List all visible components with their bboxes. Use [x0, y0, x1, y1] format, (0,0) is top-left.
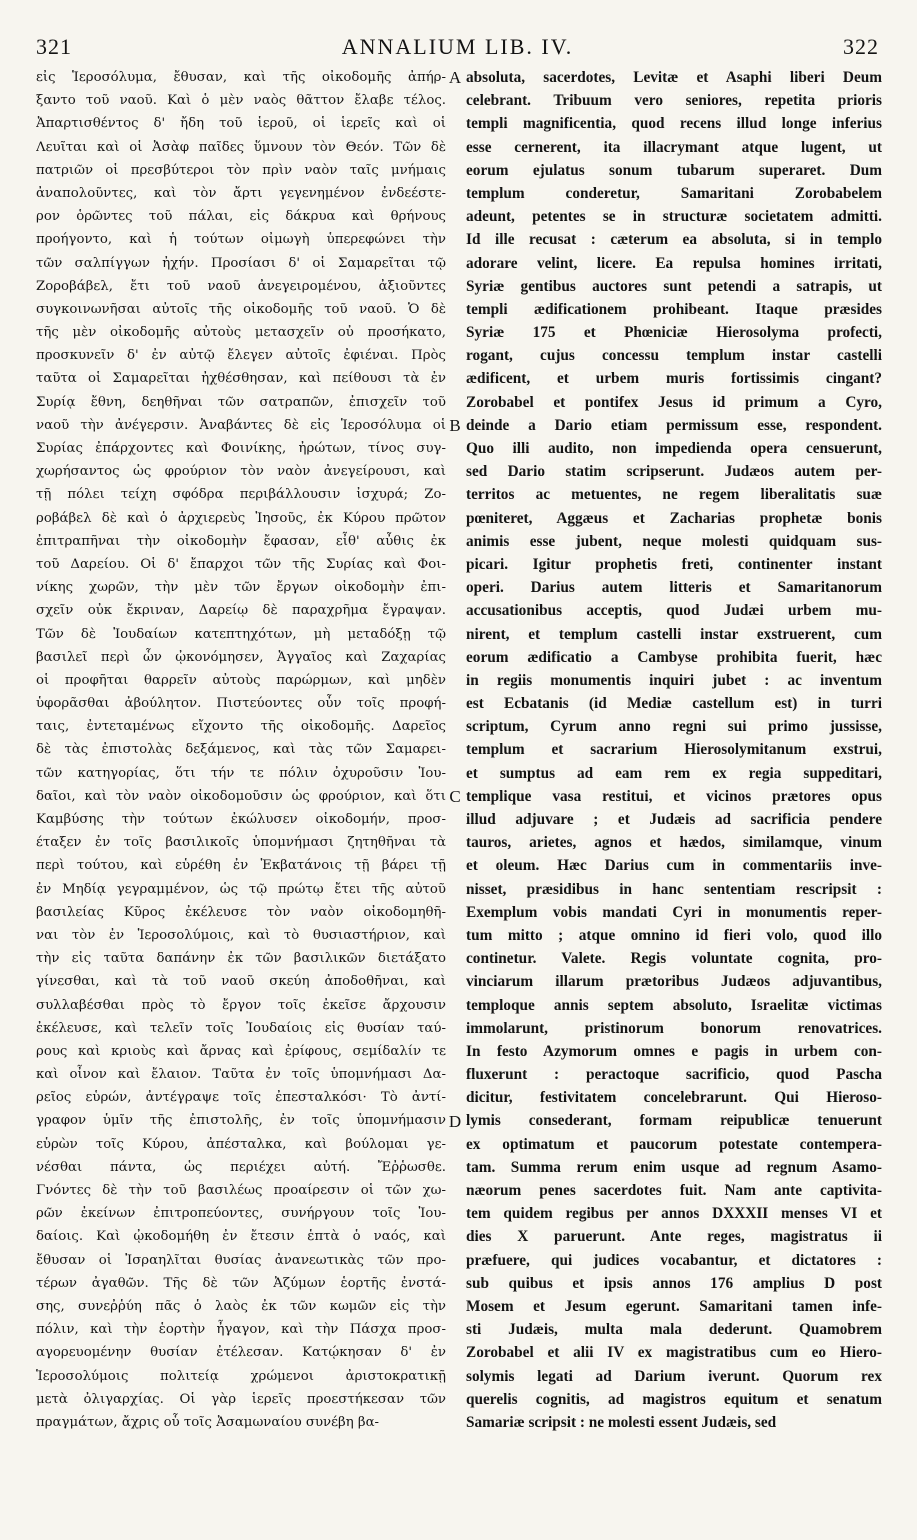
- latin-text-line: ex optimatum et paucorum potestate contempera-: [466, 1135, 882, 1153]
- margin-marker-a: A: [448, 68, 462, 87]
- greek-text-line: τῇ πόλει τείχη σφόδρα περιβάλλουσιν ἰσχυρά; Ζο-: [36, 487, 446, 503]
- greek-text-line: ἀναπολοῦντες, καὶ τὸν ἄρτι γεγενημένον ἐνδεέστε-: [36, 185, 446, 201]
- latin-text-line: pœniteret, Aggæus et Zacharias prophetæ bonis: [466, 509, 882, 527]
- greek-text-line: έταξεν ἐν τοῖς βασιλικοῖς ὑπομνήμασι ζητηθῆναι τὰ: [36, 835, 446, 851]
- greek-text-line: ἐν Μηδίᾳ γεγραμμένον, ὡς τῷ πρώτῳ ἔτει τῆς αὐτοῦ: [36, 881, 446, 897]
- latin-text-line: Zorobabel et pontifex Jesus id primum a Cyro,: [466, 393, 882, 411]
- greek-text-line: ἐπιτραπῆναι τὴν οἰκοδομὴν ἔφασαν, εἶθ' αὖθις ἐκ: [36, 533, 446, 549]
- greek-text-line: γίνεσθαι, καὶ τὰ τοῦ ναοῦ σκεύη ἀποδοθῆναι, καὶ: [36, 974, 446, 990]
- greek-text-line: ξαντο τοῦ ναοῦ. Καὶ ὁ μὲν ναὸς θᾶττον ἔλαβε τέλος.: [36, 93, 446, 109]
- greek-text-line: πατριῶν οἱ πρεσβύτεροι τὸν πρὶν ναὸν ταῖς μνήμαις: [36, 162, 446, 178]
- latin-text-line: sti Judæis, multa mala dederunt. Quamobrem: [466, 1321, 882, 1339]
- greek-text-line: βασιλείας Κῦρος ἐκέλευσε τὸν ναὸν οἰκοδομηθῆ-: [36, 904, 446, 920]
- latin-text-line: illud adjuvare ; et Judæis ad sacrificia pendere: [466, 811, 882, 828]
- latin-text-line: tauros, arietes, agnos et hædos, similamque, vinum: [466, 834, 882, 852]
- greek-text-line: καὶ οἶνον καὶ ἔλαιον. Ταῦτα ἐν τοῖς ὑπομνήμασι Δα-: [36, 1067, 446, 1083]
- greek-text-line: ναοῦ τὴν ἀνέγερσιν. Ἀναβάντες δὲ εἰς Ἱεροσόλυμα οἱ: [36, 417, 446, 433]
- greek-text-line: ρους καὶ κριοὺς καὶ ἄρνας καὶ ἐρίφους, σεμίδαλίν τε: [36, 1043, 446, 1059]
- greek-text-line: Ἀπαρτισθέντος δ' ἤδη τοῦ ἱεροῦ, οἱ ἱερεῖς καὶ οἱ: [36, 116, 446, 132]
- margin-marker-c: C: [449, 787, 461, 806]
- greek-text-line: τῆς μὲν οἰκοδομῆς αὐτοὺς μετασχεῖν οὐ προσήκατο,: [36, 325, 446, 341]
- latin-text-line: In festo Azymorum omnes e pagis in urbem con-: [466, 1042, 882, 1060]
- latin-text-line: animis esse jubent, neque molesti quidquam sus-: [466, 532, 882, 550]
- latin-text-line: templi magnificentia, quod recens illud longe inferius: [466, 115, 882, 133]
- running-header: [36, 30, 879, 64]
- latin-text-line: eorum ejulatus sonum tubarum superaret. Dum: [466, 161, 882, 179]
- latin-text-line: vinciarum illarum prætoribus Judæos adjuvantibus,: [466, 973, 882, 991]
- greek-text-line: δαίοις. Καὶ ᾠκοδομήθη ἐν ἔτεσιν ἑπτὰ ὁ ναός, καὶ: [36, 1229, 446, 1245]
- latin-text-line: operi. Darius autem litteris et Samaritanorum: [466, 579, 882, 597]
- latin-text-line: fluxerunt : peractoque sacrificio, quod Pascha: [466, 1066, 882, 1084]
- latin-text-line: celebrant. Tribuum vero seniores, repetita prioris: [466, 92, 882, 110]
- latin-text-line: tam. Summa rerum enim usque ad regnum Asamo-: [466, 1158, 882, 1176]
- greek-text-line: τέρων ἀγαθῶν. Τῆς δὲ τῶν Ἀζύμων ἑορτῆς ἐνστά-: [36, 1275, 446, 1291]
- greek-text-line: συλλαβέσθαι πρὸς τὸ ἔργον τοῖς ἐκεῖσε ἄρχουσιν: [36, 997, 446, 1013]
- latin-text-line: adorare velint, licere. Ea repulsa homines irritati,: [466, 254, 882, 272]
- running-title: ANNALIUM LIB. IV.: [341, 34, 574, 59]
- latin-text-line: lymis consederant, formam reipublicæ tenuerunt: [466, 1112, 882, 1130]
- latin-text-line: est Ecbatanis (id Mediæ castellum est) in turri: [466, 695, 882, 713]
- greek-text-line: αγορευομένην θυσίαν ἐτέλεσαν. Κατῴκησαν δ' ἐν: [36, 1345, 446, 1361]
- latin-text-line: nirent, et templum castelli instar exstruerent, cum: [466, 625, 882, 643]
- greek-text-line: χωρήσαντος ὡς φρούριον τὸν ναὸν ἀνεγείρουσι, καὶ: [36, 464, 446, 480]
- greek-text-line: Λευῖται καὶ οἱ Ἀσὰφ παῖδες ὕμνουν τὸν Θεόν. Τῶν δὲ: [36, 139, 446, 155]
- latin-text-column: [466, 66, 882, 1434]
- latin-text-line: absoluta, sacerdotes, Levitæ et Asaphi liberi Deum: [466, 69, 882, 86]
- greek-text-line: Συρίας ἐπάρχοντες καὶ Φοινίκης, ἠρώτων, τίνος συγ-: [36, 441, 446, 456]
- greek-text-line: δὲ τὰς ἐπιστολὰς δεξάμενος, καὶ τὰς τῶν Σαμαρει-: [36, 742, 446, 758]
- latin-text-line: continetur. Valete. Regis voluntate cognita, pro-: [466, 950, 882, 968]
- greek-text-line: ρῶν ἐκείνων ἐπιτροπεύοντες, συνήργουν τοῖς Ἰου-: [36, 1206, 446, 1222]
- latin-text-line: dies X paruerunt. Ante reges, magistratus ii: [466, 1228, 882, 1246]
- greek-text-line: οἱ προφῆται θαρρεῖν αὐτοὺς παρώρμων, καὶ μηδὲν: [36, 672, 446, 688]
- latin-text-line: accusationibus acceptis, quod Judæi urbem mu-: [466, 602, 882, 620]
- latin-text-line: dicitur, festivitatem concelebrarunt. Qui Hieroso-: [466, 1089, 882, 1107]
- greek-text-line: Γνόντες δὲ τὴν τοῦ βασιλέως προαίρεσιν οἱ τῶν χω-: [36, 1183, 446, 1198]
- greek-text-line: εἰς Ἱεροσόλυμα, ἔθυσαν, καὶ τῆς οἰκοδομῆς ἀπήρ-: [36, 70, 446, 85]
- latin-text-line: Samariæ scripsit : ne molesti essent Judæis, sed: [466, 1413, 777, 1431]
- latin-text-line: templi ædificationem prohibeant. Itaque præsides: [466, 300, 882, 318]
- greek-text-line: νέσθαι πάντα, ὡς περιέχει αὐτή. Ἔῤῥωσθε.: [36, 1159, 446, 1175]
- left-page-number: 321: [36, 34, 72, 59]
- greek-text-line: τοῦ Δαρείου. Οἱ δ' ἔπαρχοι τῶν τῆς Συρίας καὶ Φοι-: [36, 556, 446, 572]
- greek-text-line: προσκυνεῖν δ' ἐν αὐτῷ ἔλεγεν αὐτοῖς ἐφιέναι. Πρὸς: [36, 348, 446, 364]
- latin-text-line: næorum penes sacerdotes fuit. Nam ante captivita-: [466, 1182, 882, 1199]
- right-page-number: 322: [843, 34, 879, 59]
- latin-text-line: et sumptus ad eam rem ex regia suppeditari,: [466, 764, 882, 782]
- greek-text-column: [36, 66, 446, 1434]
- latin-text-line: templum conderetur, Samaritani Zorobabelem: [466, 184, 882, 202]
- greek-text-line: τὴν εἰς ταῦτα δαπάνην ἐκ τῶν βασιλικῶν διετάξατο: [36, 951, 446, 967]
- latin-text-line: tum mitto ; atque omnino id fieri volo, quod illo: [466, 926, 882, 944]
- greek-text-line: Καμβύσης τὴν τούτων ἐκώλυσεν οἰκοδομήν, προσ-: [36, 812, 446, 827]
- latin-text-line: rogant, cujus concessu templum instar castelli: [466, 347, 882, 365]
- greek-text-line: συγκοινωνῆσαι αὐτοῖς τῆς οἰκοδομῆς τοῦ ναοῦ. Ὁ δὲ: [36, 301, 446, 317]
- greek-text-line: προήγοντο, καὶ ἡ τούτων οἰμωγὴ ὑπερεφώνει τὴν: [36, 232, 446, 248]
- latin-text-line: templique vasa restitui, et vicinos prætores opus: [466, 787, 882, 805]
- latin-text-line: esse cernerent, ita illacrymant atque lugent, ut: [466, 138, 882, 156]
- greek-text-line: μετὰ ὀλιγαρχίας. Οἱ γὰρ ἱερεῖς προεστήκεσαν τῶν: [36, 1391, 446, 1407]
- latin-text-line: sub quibus et ipsis annos 176 amplius D post: [466, 1274, 882, 1292]
- greek-text-line: σχεῖν οὐκ ἔκριναν, Δαρείῳ δὲ παραχρῆμα ἔγραψαν.: [36, 603, 446, 619]
- latin-text-line: adeunt, petentes se in structuræ societatem admitti.: [466, 208, 882, 226]
- greek-text-line: δαῖοι, καὶ τὸν ναὸν οἰκοδομοῦσιν ὡς φρούριον, καὶ ὅτι: [36, 788, 446, 804]
- latin-text-line: Zorobabel et alii IV ex magistratibus cum eo Hiero-: [466, 1344, 882, 1362]
- greek-text-line: περὶ τούτου, καὶ εὑρέθη ἐν Ἐκβατάνοις τῇ βάρει τῇ: [36, 858, 446, 874]
- greek-text-line: Ζοροβάβελ, ἔτι τοῦ ναοῦ ἀνεγειρομένου, ἀξιοῦντες: [36, 278, 446, 294]
- greek-text-line: ρεῖος εὑρών, ἀντέγραψε τοῖς ἐπεσταλκόσι· Τὸ ἀντί-: [36, 1090, 446, 1106]
- latin-text-line: templum et sacrarium Hierosolymitanum exstrui,: [466, 741, 882, 759]
- margin-marker-d: D: [448, 1112, 462, 1131]
- latin-text-line: in regiis monumentis inquiri jubet : ac inventum: [466, 671, 882, 689]
- latin-text-line: solymis legati ad Darium iverunt. Quorum rex: [466, 1367, 882, 1385]
- greek-text-line: ταις, ἐντεταμένως εἴχοντο τῆς οἰκοδομῆς. Δαρεῖος: [36, 719, 446, 735]
- greek-text-line: τῶν κατηγορίας, ὅτι τήν τε πόλιν ὀχυροῦσιν Ἰου-: [36, 765, 446, 781]
- greek-text-line: Τῶν δὲ Ἰουδαίων κατεπτηχότων, μὴ μεταδόξῃ τῷ: [36, 626, 446, 642]
- latin-text-line: Syriæ 175 et Phœniciæ Hierosolyma profecti,: [466, 324, 882, 342]
- margin-marker-b: B: [449, 416, 461, 435]
- latin-text-line: Quo illi audito, non impedienda opera censuerunt,: [466, 440, 882, 457]
- latin-text-line: eorum ædificatio a Cambyse prohibita fuerit, hæc: [466, 648, 882, 666]
- greek-text-line: ροβάβελ δὲ καὶ ὁ ἀρχιερεὺς Ἰησοῦς, ἐκ Κύρου πρῶτον: [36, 510, 446, 526]
- greek-text-line: πόλιν, καὶ τὴν ἑορτὴν ἦγαγον, καὶ τὴν Πάσχα προσ-: [36, 1322, 446, 1338]
- latin-text-line: tem quidem regibus per annos DXXXII menses VI et: [466, 1205, 882, 1223]
- latin-text-line: scriptum, Cyrum anno regni sui primo jussisse,: [466, 718, 882, 736]
- greek-text-line: ναι τὸν ἐν Ἱεροσολύμοις, καὶ τὸ θυσιαστήριον, καὶ: [36, 927, 446, 943]
- greek-text-line: εὑρὼν τοῖς Κύρου, ἀπέσταλκα, καὶ βούλομαι γε-: [36, 1136, 446, 1152]
- latin-text-line: picari. Igitur prophetis freti, continenter instant: [466, 555, 882, 573]
- greek-text-line: Ἱεροσολύμοις πολιτείᾳ χρώμενοι ἀριστοκρατικῇ: [36, 1368, 446, 1384]
- greek-text-line: ὑφορᾶσθαι ἀβούλητον. Πιστεύοντες οὖν τοῖς προφή-: [36, 696, 446, 712]
- greek-text-line: βασιλεῖ περὶ ὧν ᾠκονόμησεν, Ἀγγαῖος καὶ Ζαχαρίας: [36, 649, 446, 665]
- latin-text-line: deinde a Dario etiam permissum esse, respondent.: [466, 416, 882, 434]
- greek-text-line: Συρίᾳ ἔθνη, δεηθῆναι τῶν σατραπῶν, ἐπισχεῖν τοῦ: [36, 394, 446, 410]
- greek-text-line: πραγμάτων, ἄχρις οὗ τοῖς Ἀσαμωναίου συνέβη βα-: [36, 1414, 380, 1430]
- latin-text-line: nisset, præsidibus in hanc sententiam rescripsit :: [466, 880, 882, 898]
- latin-text-line: Id ille recusat : cæterum ea absoluta, si in templo: [466, 231, 882, 249]
- latin-text-line: temploque annis septem absoluto, Israelitæ victimas: [466, 996, 882, 1014]
- greek-text-line: γραφον ὑμῖν τῆς ἐπιστολῆς, ἐν τοῖς ὑπομνήμασιν: [36, 1113, 446, 1129]
- greek-text-line: ἔθυσαν οἱ Ἰσραηλῖται θυσίας ἀνανεωτικὰς τῶν προ-: [36, 1252, 446, 1268]
- latin-text-line: Exemplum vobis mandati Cyri in monumentis reper-: [466, 903, 882, 921]
- latin-text-line: præfuere, qui judices vocabantur, et dictatores :: [466, 1251, 882, 1269]
- latin-text-line: immolarunt, pristinorum bonorum renovatrices.: [466, 1019, 882, 1037]
- latin-text-line: querelis cognitis, ad magistros equitum et senatum: [466, 1390, 882, 1408]
- latin-text-line: et oleum. Hæc Darius cum in commentariis inve-: [466, 857, 882, 875]
- greek-text-line: νίκης χωρῶν, τὴν μὲν τῶν ἔργων οἰκοδομὴν ἐπι-: [36, 580, 446, 596]
- greek-text-line: τῶν σαλπίγγων ἠχήν. Προσίασι δ' οἱ Σαμαρεῖται τῷ: [36, 255, 446, 271]
- latin-text-line: sed Dario statim scripserunt. Judæos autem per-: [466, 463, 882, 481]
- greek-text-line: ταῦτα οἱ Σαμαρεῖται ἠχθέσθησαν, καὶ πείθουσι τὰ ἐν: [36, 371, 446, 387]
- greek-text-line: ἐκέλευσε, καὶ τελεῖν τοῖς Ἰουδαίοις εἰς θυσίαν ταύ-: [36, 1020, 446, 1036]
- greek-text-line: σης, συνεῤῥύη πᾶς ὁ λαὸς ἐκ τῶν κωμῶν εἰς τὴν: [36, 1298, 446, 1314]
- latin-text-line: Syriæ gentibus auctores sunt petendi a satrapis, ut: [466, 277, 882, 295]
- latin-text-line: territos ac metuentes, ne regem liberalitatis suæ: [466, 486, 882, 504]
- latin-text-line: ædificent, et urbem muris fortissimis cingant?: [466, 370, 882, 388]
- latin-text-line: Mosem et Jesum egerunt. Samaritani tamen infe-: [466, 1297, 882, 1315]
- greek-text-line: ρον ὁρῶντες τοῦ πάλαι, εἰς δάκρυα καὶ θρήνους: [36, 209, 446, 225]
